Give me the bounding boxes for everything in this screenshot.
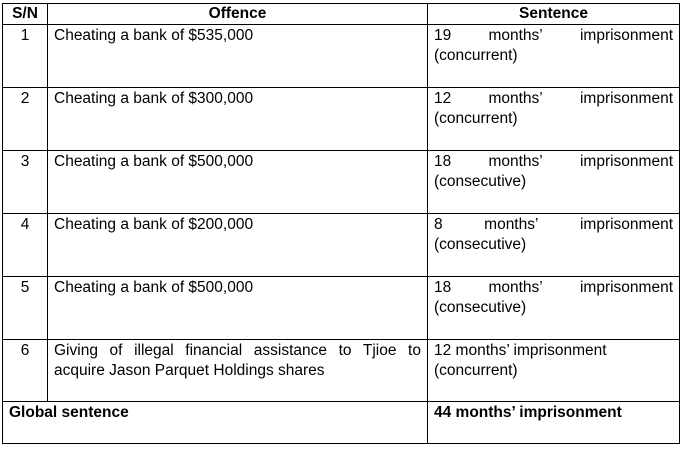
sentence-word: 18 [434, 153, 452, 170]
sentence-line1 [434, 215, 673, 235]
sentence-line1 [434, 89, 673, 109]
row-offence: Cheating a bank of $535,000 [48, 25, 428, 88]
row-sn: 3 [3, 151, 48, 214]
sentence-word: 18 [434, 279, 452, 296]
sentence-line2: (consecutive) [434, 173, 527, 190]
row-offence: Cheating a bank of $200,000 [48, 214, 428, 277]
row-offence: Cheating a bank of $500,000 [48, 151, 428, 214]
table-row [3, 25, 680, 88]
row-sn: 4 [3, 214, 48, 277]
table-row [3, 88, 680, 151]
sentence-word: months’ [488, 27, 543, 44]
table-row [3, 277, 680, 340]
row-sentence [428, 151, 680, 214]
sentence-line2: (concurrent) [434, 47, 518, 64]
global-sentence-value: 44 months’ imprisonment [428, 402, 680, 444]
sentence-word: imprisonment [579, 216, 673, 233]
row-sn: 6 [3, 340, 48, 402]
sentence-word: 8 [434, 216, 443, 233]
row-sn: 1 [3, 25, 48, 88]
table-row [3, 214, 680, 277]
sentence-line1: 12 months’ imprisonment [434, 342, 607, 359]
table-row [3, 151, 680, 214]
global-sentence-label: Global sentence [3, 402, 428, 444]
row-offence: Cheating a bank of $300,000 [48, 88, 428, 151]
row-sn: 2 [3, 88, 48, 151]
header-sn: S/N [3, 4, 48, 25]
sentence-word: months’ [488, 90, 543, 107]
sentence-line2: (consecutive) [434, 299, 527, 316]
sentence-word: imprisonment [579, 279, 673, 296]
row-sentence [428, 25, 680, 88]
sentence-word: imprisonment [579, 90, 673, 107]
row-offence: Cheating a bank of $500,000 [48, 277, 428, 340]
sentence-line1 [434, 278, 673, 298]
sentence-line2: (concurrent) [434, 362, 518, 379]
sentence-line1 [434, 152, 673, 172]
row-sn: 5 [3, 277, 48, 340]
sentence-word: months’ [484, 216, 539, 233]
sentence-word: months’ [488, 153, 543, 170]
row-offence: Giving of illegal financial assistance to Tjioe to acquire Jason Parquet Holdings shares [48, 340, 428, 402]
row-sentence [428, 214, 680, 277]
sentence-line2: (consecutive) [434, 236, 527, 253]
sentence-line1 [434, 26, 673, 46]
sentence-table [2, 3, 680, 444]
sentence-line2: (concurrent) [434, 110, 518, 127]
row-sentence [428, 88, 680, 151]
sentence-word: months’ [488, 279, 543, 296]
table-row [3, 340, 680, 402]
header-offence: Offence [48, 4, 428, 25]
sentence-word: imprisonment [579, 153, 673, 170]
global-sentence-row [3, 402, 680, 444]
row-sentence [428, 277, 680, 340]
sentence-word: 12 [434, 90, 452, 107]
row-sentence [428, 340, 680, 402]
sentence-word: imprisonment [579, 27, 673, 44]
header-sentence: Sentence [428, 4, 680, 25]
sentence-word: 19 [434, 27, 452, 44]
table-header-row [3, 4, 680, 25]
